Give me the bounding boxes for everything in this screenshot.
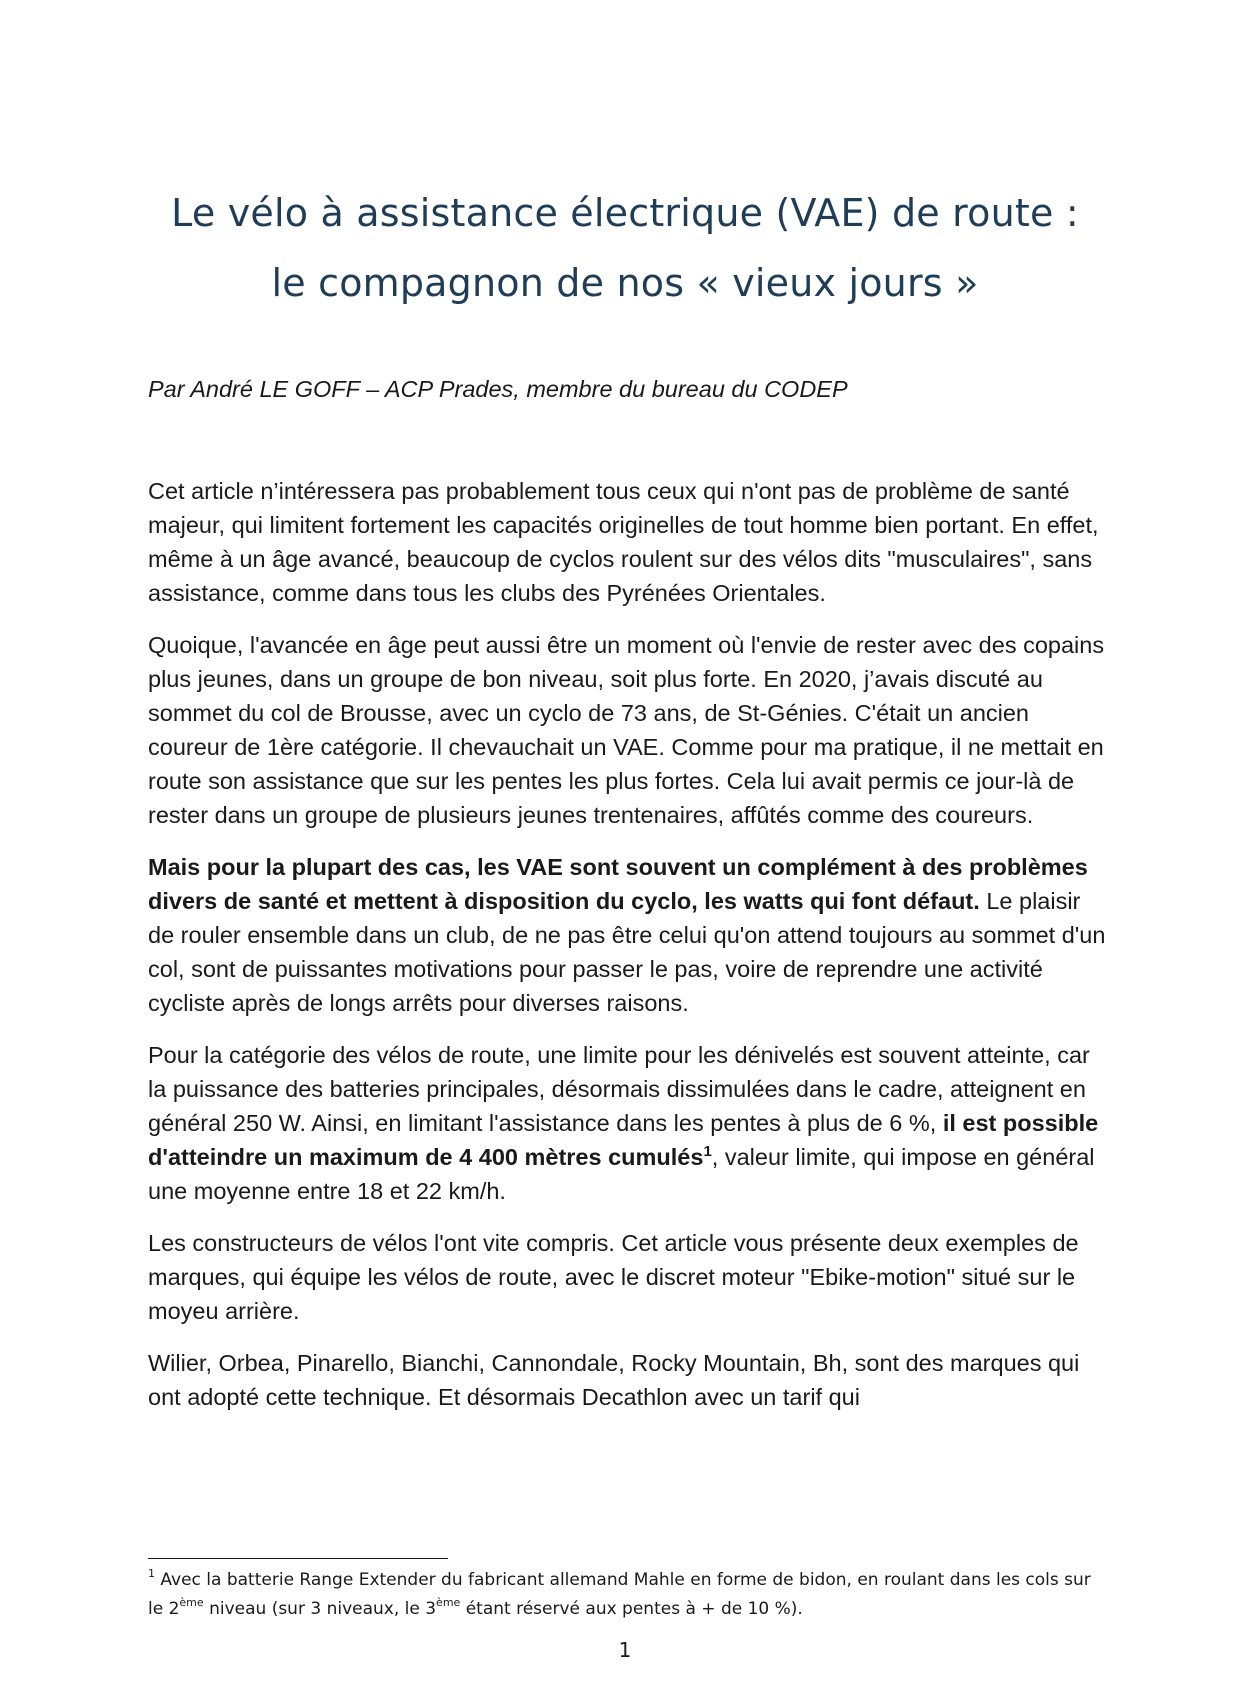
paragraph-5: Les constructeurs de vélos l'ont vite compris. Cet article vous présente deux exemples de marques, qui équipe les vélos de route, avec le discret moteur "Ebike-motion" situé sur le moyeu arrière. [148,1230,1079,1324]
paragraph-3-bold: Mais pour la plupart des cas, les VAE sont souvent un complément à des problèmes divers de santé et mettent à disposition du cyclo, les watts qui font défaut. [148,854,1088,914]
footnote-reference[interactable]: 1 [703,1143,712,1160]
footnote-sup-b: ème [436,1596,461,1609]
footnote-text-c: étant réservé aux pentes à + de 10 %). [460,1599,803,1619]
article-body [148,474,1108,1432]
paragraph-3 [148,850,1108,1020]
paragraph-4 [148,1038,1108,1208]
footnote-text-a: Avec la batterie Range Extender du fabricant allemand Mahle en forme de bidon, en roulant dans les cols sur le 2 [148,1570,1091,1619]
author-byline: Par André LE GOFF – ACP Prades, membre du bureau du CODEP [148,376,848,402]
page-number: 1 [618,1638,632,1662]
paragraph-4-bold-text: il est possible d'atteindre un maximum de 4 400 mètres cumulés [148,1110,1099,1170]
footnote-text-b: niveau (sur 3 niveaux, le 3 [203,1599,437,1619]
paragraph-2: Quoique, l'avancée en âge peut aussi être un moment où l'envie de rester avec des copains plus jeunes, dans un groupe de bon niveau, soit plus forte. En 2020, j’avais discuté au sommet du col de Brousse, avec un cyclo de 73 ans, de St-Génies. C'était un ancien coureur de 1ère catégorie. Il chevauchait un VAE. Comme pour ma pratique, il ne mettait en route son assistance que sur les pentes les plus fortes. Cela lui avait permis ce jour-là de rester dans un groupe de plusieurs jeunes trentenaires, affûtés comme des coureurs. [148,632,1105,828]
paragraph-1: Cet article n’intéressera pas probablement tous ceux qui n'ont pas de problème de santé majeur, qui limitent fortement les capacités originelles de tout homme bien portant. En effet, même à un âge avancé, beaucoup de cyclos roulent sur des vélos dits "musculaires", sans assistance, comme dans tous les clubs des Pyrénées Orientales. [148,478,1099,606]
paragraph-6: Wilier, Orbea, Pinarello, Bianchi, Cannondale, Rocky Mountain, Bh, sont des marques qui ont adopté cette technique. Et désormais Decathlon avec un tarif qui [148,1350,1080,1410]
footnote [148,1566,1108,1624]
paragraph-3-rest: Le plaisir de rouler ensemble dans un club, de ne pas être celui qu'on attend toujours au sommet d'un col, sont de puissantes motivations pour passer le pas, voire de reprendre une activité cycliste après de longs arrêts pour diverses raisons. [148,888,1106,1016]
title-line-2: le compagnon de nos « vieux jours » [271,261,979,305]
article-title [100,178,1150,318]
title-line-1: Le vélo à assistance électrique (VAE) de route : [171,191,1079,235]
paragraph-4-start: Pour la catégorie des vélos de route, une limite pour les dénivelés est souvent atteinte, car la puissance des batteries principales, désormais dissimulées dans le cadre, atteignent en général 250 W. Ainsi, en limitant l'assistance dans les pentes à plus de 6 %, [148,1042,1090,1136]
footnote-separator [148,1558,448,1559]
footnote-number: 1 [148,1567,155,1580]
paragraph-4-end: , valeur limite, qui impose en général une moyenne entre 18 et 22 km/h. [148,1144,1095,1204]
footnote-sup-a: ème [179,1596,204,1609]
